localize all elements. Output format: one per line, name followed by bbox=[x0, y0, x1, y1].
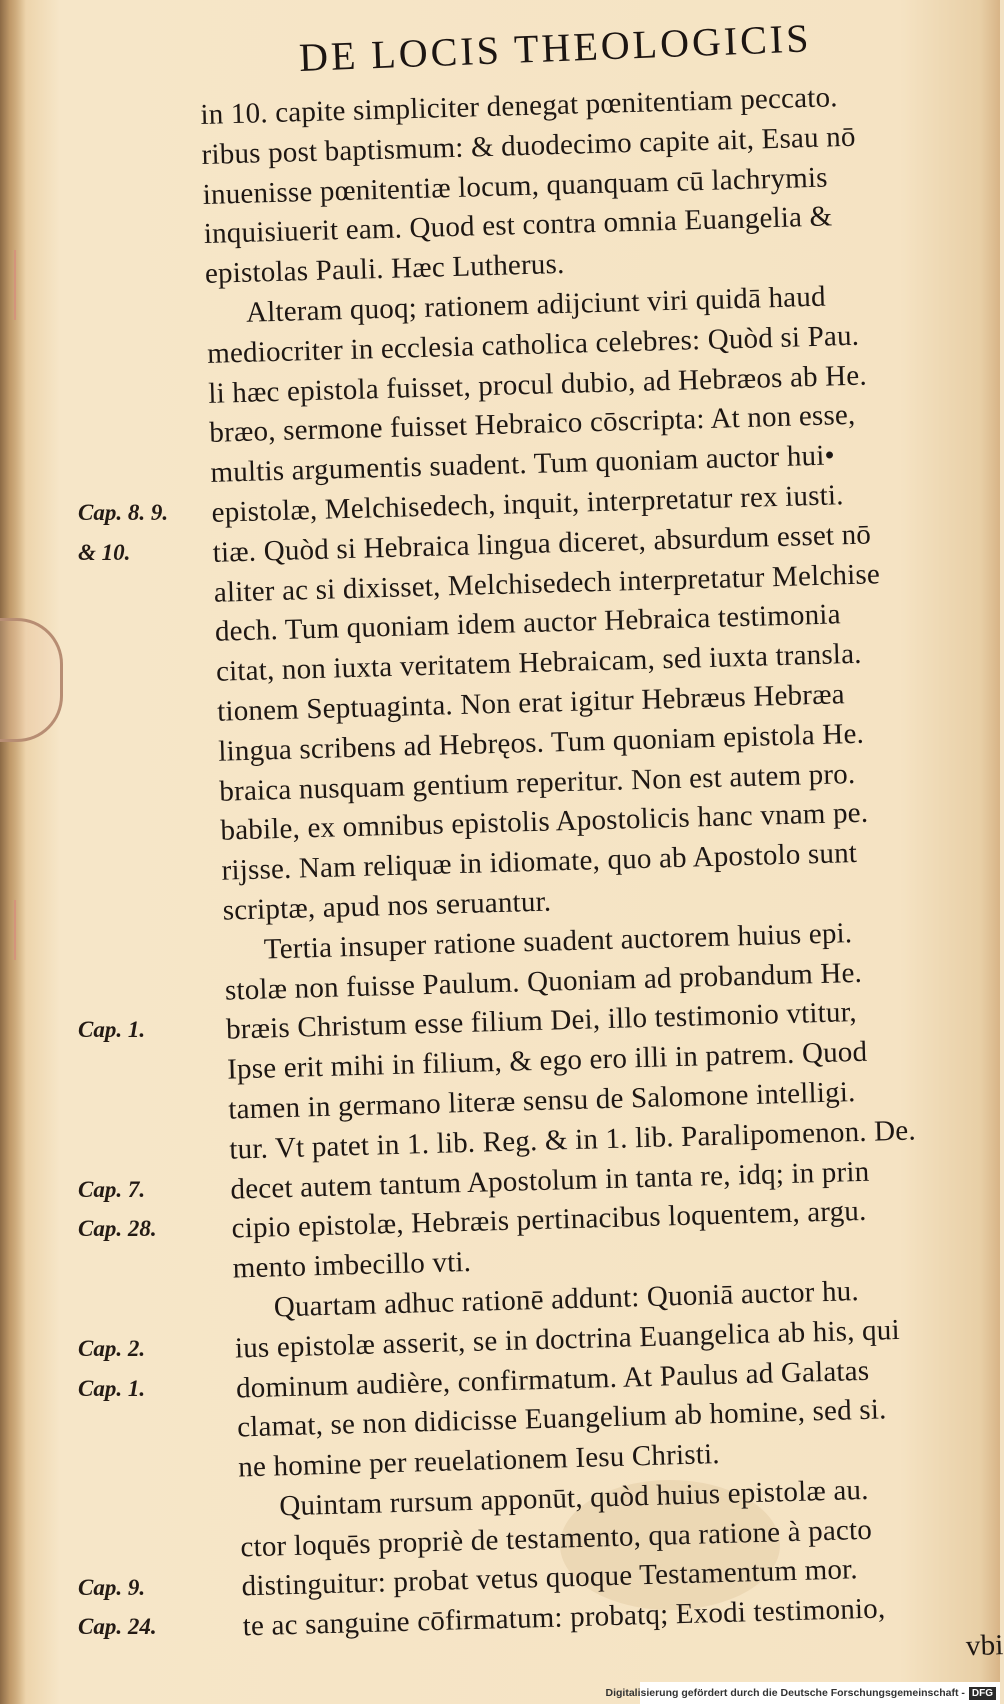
margin-note: Cap. 8. 9. bbox=[78, 500, 169, 525]
text-line: decet autem tantum Apostolum in tanta re, idq; in prin bbox=[230, 1155, 870, 1206]
text-line: lingua scribens ad Hebręos. Tum quoniam epistola He. bbox=[217, 717, 865, 768]
text-line: Ipse erit mihi in filium, & ego ero illi in patrem. Quod bbox=[226, 1035, 868, 1086]
text-line: li hæc epistola fuisset, procul dubio, ad Hebræos ab He. bbox=[207, 359, 868, 410]
text-line: tionem Septuaginta. Non erat igitur Hebræus Hebræa bbox=[216, 678, 846, 728]
text-line: Quartam adhuc rationē addunt: Quoniā auctor hu. bbox=[273, 1274, 860, 1324]
text-line: braica nusquam gentium reperitur. Non est autem pro. bbox=[218, 757, 856, 808]
text-line: mediocriter in ecclesia catholica celebres: Quòd si Pau. bbox=[206, 319, 860, 370]
text-line: clamat, se non didicisse Euangelium ab homine, sed si. bbox=[236, 1393, 887, 1444]
body-text bbox=[200, 75, 1004, 1687]
margin-note: Cap. 24. bbox=[78, 1614, 157, 1640]
text-line: Alteram quoq; rationem adijciunt viri quidā haud bbox=[245, 280, 827, 329]
text-line: stolæ non fuisse Paulum. Quoniam ad probandum He. bbox=[224, 956, 863, 1007]
text-line: babile, ex omnibus epistolis Apostolicis hanc vnam pe. bbox=[220, 796, 869, 848]
text-line: distinguitur: probat vetus quoque Testamentum mor. bbox=[241, 1553, 859, 1603]
text-line: bræo, sermone fuisset Hebraico cōscripta: At non esse, bbox=[208, 399, 856, 450]
margin-note: Cap. 9. bbox=[78, 1574, 146, 1600]
text-line: ctor loquēs propriè de testamento, qua ratione à pacto bbox=[240, 1513, 873, 1564]
page-edge-mark bbox=[14, 250, 16, 320]
text-line: cipio epistolæ, Hebræis pertinacibus loquentem, argu. bbox=[231, 1195, 867, 1245]
margin-note: Cap. 1. bbox=[78, 1017, 146, 1043]
dfg-logo: DFG bbox=[969, 1687, 996, 1700]
text-line: inuenisse pœnitentiæ locum, quanquam cū lachrymis bbox=[202, 161, 829, 211]
text-line: inquisiuerit eam. Quod est contra omnia Euangelia & bbox=[203, 200, 833, 251]
page-tab-mark bbox=[0, 618, 63, 742]
margin-note: Cap. 7. bbox=[78, 1176, 146, 1202]
text-line: bræis Christum esse filium Dei, illo testimonio vtitur, bbox=[225, 996, 858, 1046]
text-line: Quintam rursum apponūt, quòd huius epistolæ au. bbox=[278, 1473, 869, 1523]
text-line: tiæ. Quòd si Hebraica lingua diceret, absurdum esset nō bbox=[212, 518, 872, 569]
text-line: dominum audière, confirmatum. At Paulus ad Galatas bbox=[235, 1354, 870, 1404]
text-line: rijsse. Nam reliquæ in idiomate, quo ab Apostolo sunt bbox=[221, 837, 858, 887]
margin-note: & 10. bbox=[78, 539, 131, 565]
text-line: ius epistolæ asserit, se in doctrina Euangelica ab his, qui bbox=[234, 1313, 901, 1365]
catchword: vbi bbox=[965, 1629, 1004, 1663]
page-edge-mark bbox=[14, 900, 16, 960]
margin-note: Cap. 1. bbox=[78, 1375, 146, 1401]
footer-credit: Digitalisierung gefördert durch die Deutsche Forschungsgemeinschaft - bbox=[605, 1687, 965, 1699]
text-line: ne homine per reuelationem Iesu Christi. bbox=[237, 1438, 721, 1484]
text-line: tamen in germano literæ sensu de Salomone intelligi. bbox=[227, 1076, 856, 1126]
text-line: tur. Vt patet in 1. lib. Reg. & in 1. lib. Paralipomenon. De. bbox=[228, 1114, 917, 1166]
text-line: citat, non iuxta veritatem Hebraicam, sed iuxta transla. bbox=[215, 637, 863, 688]
text-line: ribus post baptismum: & duodecimo capite ait, Esau nō bbox=[201, 120, 856, 171]
text-line: aliter ac si dixisset, Melchisedech interpretatur Melchise bbox=[213, 557, 881, 609]
page-binding-shadow bbox=[0, 0, 26, 1704]
text-line: in 10. capite simpliciter denegat pœnitentiam peccato. bbox=[200, 81, 839, 131]
text-line: epistolæ, Melchisedech, inquit, interpretatur rex iusti. bbox=[211, 479, 844, 529]
text-line: Tertia insuper ratione suadent auctorem huius epi. bbox=[263, 916, 853, 966]
text-line: te ac sanguine cōfirmatum: probatq; Exodi testimonio, bbox=[242, 1592, 886, 1643]
text-line: scriptæ, apud nos seruantur. bbox=[222, 885, 552, 927]
text-line: mento imbecillo vti. bbox=[232, 1246, 472, 1285]
margin-note: Cap. 28. bbox=[78, 1216, 157, 1242]
text-line: epistolas Pauli. Hæc Lutherus. bbox=[204, 248, 565, 291]
text-line: dech. Tum quoniam idem auctor Hebraica testimonia bbox=[214, 598, 842, 649]
running-head: DE LOCIS THEOLOGICIS bbox=[298, 15, 813, 81]
margin-note: Cap. 2. bbox=[78, 1335, 146, 1361]
footer-bar bbox=[605, 1682, 1000, 1704]
text-line: multis argumentis suadent. Tum quoniam auctor hui• bbox=[210, 439, 836, 490]
